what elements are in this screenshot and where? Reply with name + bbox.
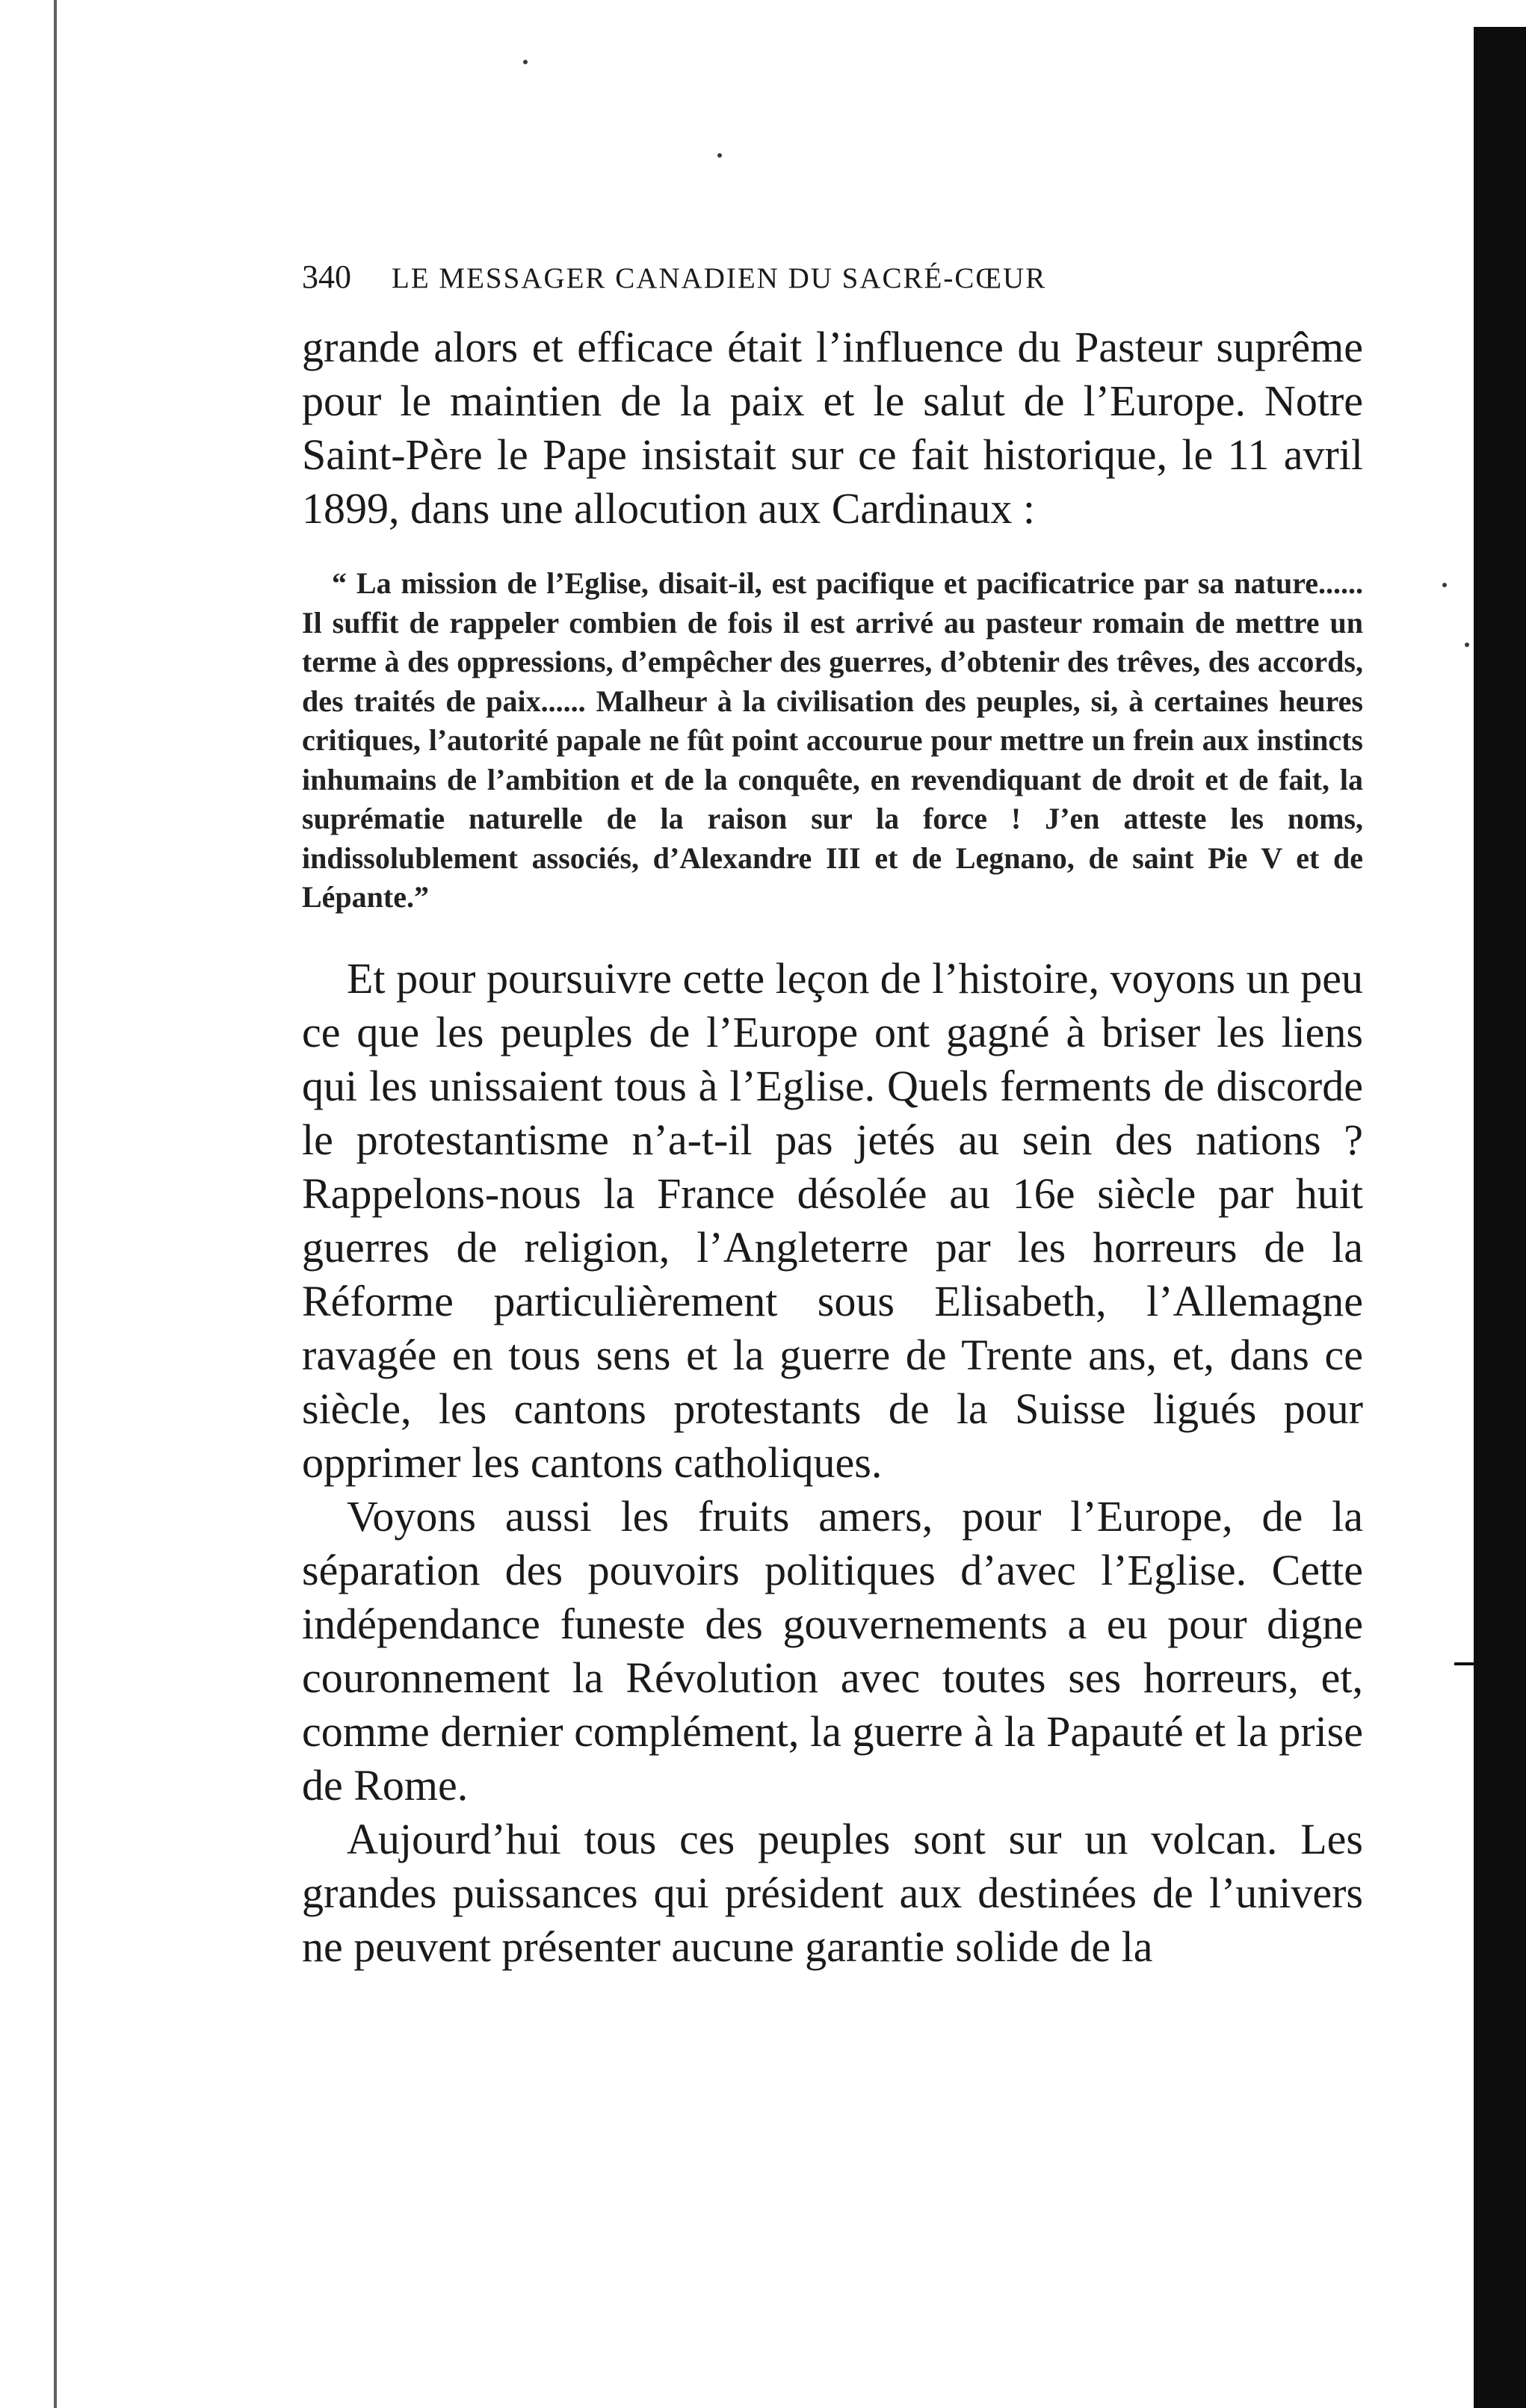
quotation-block: “ La mission de l’Eglise, disait-il, est pacifique et pacificatrice par sa nature...... Il suffit de rappeler combien de fois il est arrivé au pasteur romain de mettre un terme à des oppressions, d’empêcher des guerres, d’obtenir des trêves, des accords, des traités de paix...... Malheur à la civilisation des peuples, si, à certaines heures critiques, l’autorité papale ne fût point accourue pour mettre un frein aux instincts inhumains de l’ambition et de la conquête, en revendiquant de droit et de fait, la suprématie naturelle de la raison sur la force ! J’en atteste les noms, indissolublement associés, d’Alexandre III et de Legnano, de saint Pie V et de Lépante.”	[302, 566, 1363, 914]
scan-margin-mark	[1454, 1662, 1474, 1665]
running-title: LE MESSAGER CANADIEN DU SACRÉ-CŒUR	[392, 262, 1047, 294]
scan-speck	[523, 60, 528, 64]
running-head	[302, 258, 1363, 310]
scan-speck	[1442, 583, 1447, 587]
paragraph-1: grande alors et efficace était l’influence du Pasteur suprême pour le maintien de la paix et le salut de l’Europe. Notre Saint-Père le Pape insistait sur ce fait historique, le 11 avril 1899, dans une allocution aux Cardinaux :	[302, 323, 1363, 533]
paragraph-4: Aujourd’hui tous ces peuples sont sur un volcan. Les grandes puissances qui président aux destinées de l’univers ne peuvent présenter aucune garantie solide de la	[302, 1814, 1363, 1971]
book-page	[302, 258, 1363, 1974]
paragraph-2: Et pour poursuivre cette leçon de l’histoire, voyons un peu ce que les peuples de l’Europe ont gagné à briser les liens qui les unissaient tous à l’Eglise. Quels ferments de discorde le protestantisme n’a-t-il pas jetés au sein des nations ? Rappelons-nous la France désolée au 16e siècle par huit guerres de religion, l’Angleterre par les horreurs de la Réforme particulièrement sous Elisabeth, l’Allemagne ravagée en tous sens et la guerre de Trente ans, et, dans ce siècle, les cantons protestants de la Suisse ligués pour opprimer les cantons catholiques.	[302, 953, 1363, 1487]
paragraph-3: Voyons aussi les fruits amers, pour l’Europe, de la séparation des pouvoirs politiques d’avec l’Eglise. Cette indépendance funeste des gouvernements a eu pour digne couronnement la Révolution avec toutes ses horreurs, et, comme dernier complément, la guerre à la Papauté et la prise de Rome.	[302, 1491, 1363, 1810]
scan-speck	[1465, 643, 1469, 647]
page-number: 340	[302, 259, 351, 295]
scan-left-edge-line	[54, 0, 57, 2408]
scan-right-dark-margin	[1474, 27, 1526, 2408]
scan-speck	[717, 153, 722, 158]
